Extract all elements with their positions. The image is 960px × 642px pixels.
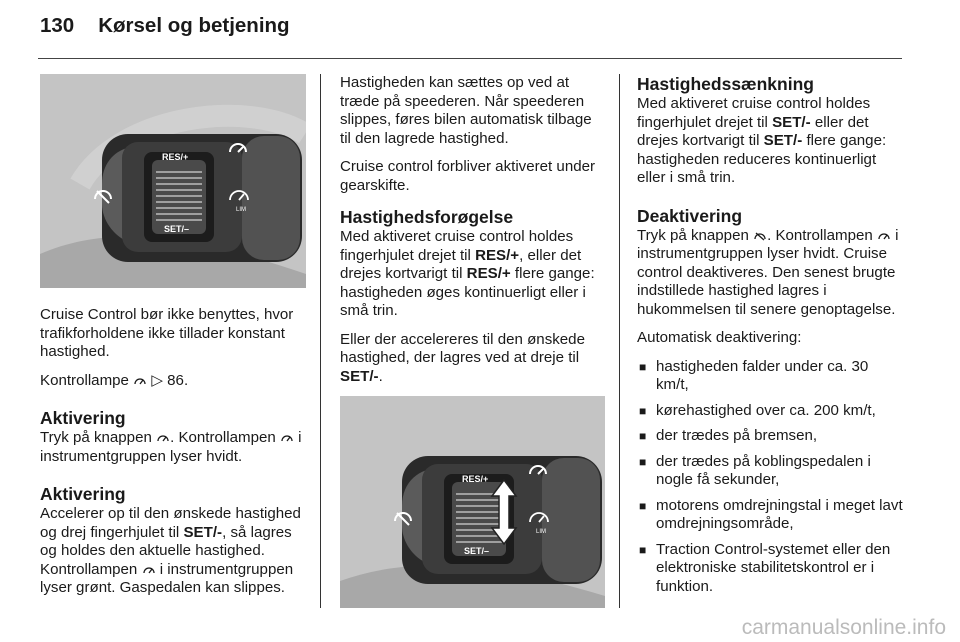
list-item: ■ motorens omdrejningstal i meget lavt omdrejningsområde, [637,497,903,534]
set-label: SET/– [464,546,490,556]
page-number: 130 [40,14,75,37]
section-heading-deaktivering: Deaktivering [637,205,743,226]
column-3 [637,74,903,603]
section-heading-aktivering-1: Aktivering [40,408,126,428]
column-2 [340,74,605,608]
cruise-control-icon [133,375,147,386]
page-header [40,14,290,38]
col3-para-1: Med aktiveret cruise control holdes fingerhjulet drejet til SET/- eller det drejes kortvarigt til SET/- flere gange: hastigheden reduceres kontinuerligt eller i små trin. [637,95,887,186]
list-item: ■ der trædes på bremsen, [637,427,903,446]
column-divider [619,74,620,608]
section-heading-hastighedsforoegelse: Hastighedsforøgelse [340,207,514,227]
header-rule [38,58,902,59]
res-label: RES/+ [462,474,489,484]
list-item: ■ kørehastighed over ca. 200 km/t, [637,402,903,421]
list-item: ■ Traction Control-systemet eller den elektroniske stabilitetskontrol er i funktion. [637,541,903,597]
lim-label: LIM [236,207,247,213]
deactivation-list [637,358,903,597]
res-label: RES/+ [162,152,189,162]
steering-wheel-controls-figure [40,74,306,288]
list-item: ■ hastigheden falder under ca. 30 km/t, [637,358,903,395]
cruise-control-icon [877,230,891,241]
col2-para-4: Eller der accelereres til den ønskede hastighed, der lagres ved at dreje til SET/-. [340,330,585,385]
column-1 [40,74,306,608]
aktivering-2-text: Accelerer op til den ønskede hastighed og drej fingerhjulet til SET/-, så lagres og holdes den aktuelle hastighed. Kontrollampen i instrumentgruppen lyser grønt. Gaspedalen kan slippes. [40,505,301,596]
col3-para-2: Tryk på knappen . Kontrollampen i instrumentgruppen lyser hvidt. Cruise control deaktiveres. Den senest brugte indstillede hastighed lagres i hukommelsen til senere genoptagelse. [637,226,899,318]
intro-text: Cruise Control bør ikke benyttes, hvor trafikforholdene ikke tillader konstant hastighed. [40,306,294,360]
col2-para-2: Cruise control forbliver aktiveret under gearskifte. [340,158,596,194]
watermark: carmanualsonline.info [741,616,946,639]
aktivering-1-text: Tryk på knappen . Kontrollampen i instrumentgruppen lyser hvidt. [40,429,302,465]
cruise-control-icon [156,432,170,443]
column-divider [320,74,321,608]
section-heading-aktivering-2: Aktivering [40,484,126,504]
thumbwheel-figure [340,396,605,608]
col2-para-3: Med aktiveret cruise control holdes fingerhjulet drejet til RES/+, eller det drejes kortvarigt til RES/+ flere gange: hastigheden øges kontinuerligt eller i små trin. [340,228,595,319]
lim-label: LIM [536,529,547,535]
cruise-control-icon [142,564,156,575]
page-title: Kørsel og betjening [98,14,290,37]
reference-arrow-icon: ▷ [151,371,163,389]
col2-para-1: Hastigheden kan sættes op ved at træde på speederen. Når speederen slippes, føres bilen automatisk tilbage til den lagrede hastighed. [340,74,592,147]
col3-para-3: Automatisk deaktivering: [637,329,802,346]
cruise-control-icon [280,432,294,443]
set-label: SET/– [164,224,190,234]
section-heading-hastighedssaenkning: Hastighedssænkning [637,74,814,94]
kontrollampe-line: Kontrollampe ▷ 86. [40,371,189,389]
list-item: ■ der trædes på koblingspedalen i nogle få sekunder, [637,453,903,490]
cruise-cancel-icon [753,230,767,241]
